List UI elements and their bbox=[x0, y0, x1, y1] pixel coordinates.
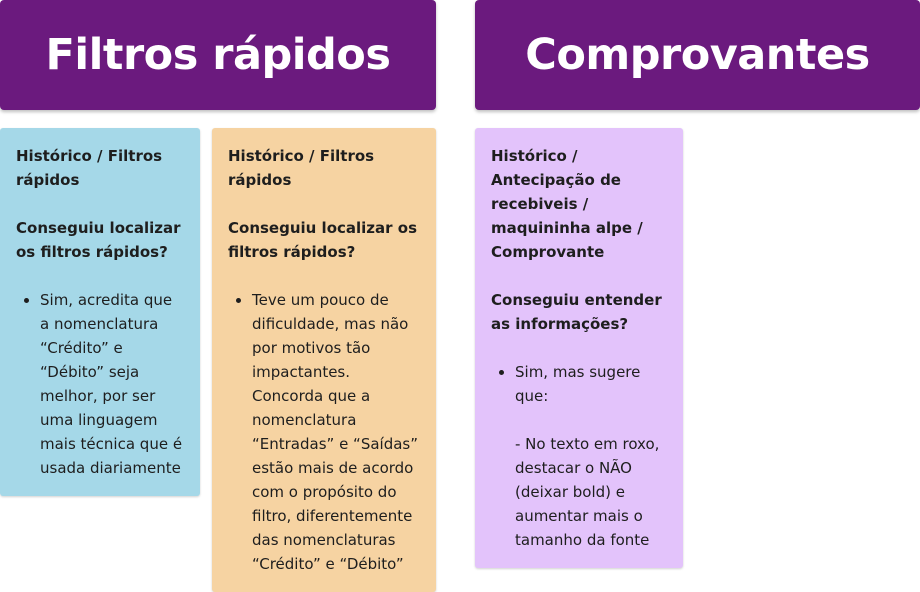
note-question: Conseguiu localizar os filtros rápidos? bbox=[16, 219, 181, 261]
sticky-note-orange[interactable] bbox=[212, 128, 436, 592]
section-header-filtros-rapidos bbox=[0, 0, 436, 110]
note-path: Histórico / Antecipação de recebiveis / maquininha alpe / Comprovante bbox=[491, 147, 643, 261]
note-answer-list bbox=[228, 288, 420, 576]
note-answer: • Sim, acredita que a nomenclatura “Crédito” e “Débito” seja melhor, por ser uma linguagem mais técnica que é usada diariamente bbox=[40, 288, 184, 480]
section-title: Filtros rápidos bbox=[45, 30, 391, 80]
sticky-note-blue[interactable] bbox=[0, 128, 200, 496]
note-answer-list bbox=[16, 288, 184, 480]
note-path: Histórico / Filtros rápidos bbox=[228, 147, 375, 189]
note-path: Histórico / Filtros rápidos bbox=[16, 147, 163, 189]
note-question: Conseguiu entender as informações? bbox=[491, 291, 662, 333]
section-header-comprovantes bbox=[475, 0, 920, 110]
note-answer: • Sim, mas sugere que: - No texto em roxo, destacar o NÃO (deixar bold) e aumentar mais o tamanho da fonte bbox=[515, 360, 667, 552]
note-question: Conseguiu localizar os filtros rápidos? bbox=[228, 219, 418, 261]
note-answer: • Teve um pouco de dificuldade, mas não por motivos tão impactantes. Concorda que a nomenclatura “Entradas” e “Saídas” estão mais de acordo com o propósito do filtro, diferentemente das nomenclaturas “Crédito” e “Débito” bbox=[252, 288, 420, 576]
section-title: Comprovantes bbox=[525, 30, 870, 80]
note-answer-list bbox=[491, 360, 667, 552]
sticky-note-purple[interactable] bbox=[475, 128, 683, 568]
